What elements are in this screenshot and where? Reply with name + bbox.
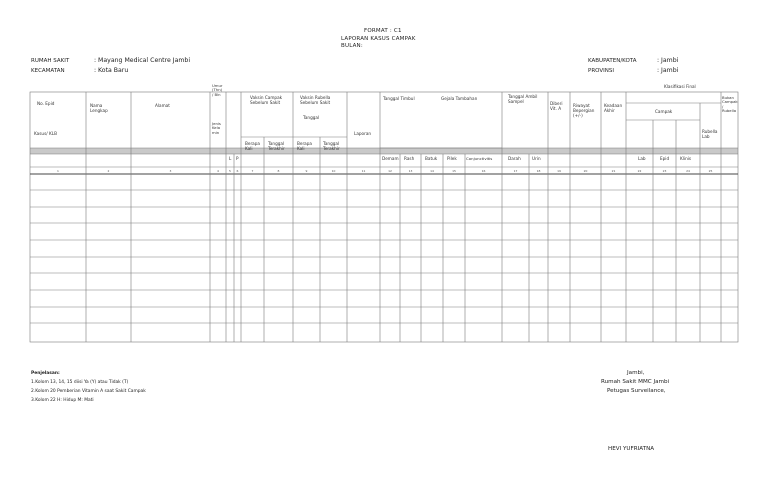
col-tanggal-group: Tanggal	[303, 115, 320, 120]
col-number-5: 5	[229, 169, 231, 173]
notes-title: Penjelasan:	[31, 371, 60, 376]
col-number-2: 2	[107, 169, 110, 173]
col-diberi-vit-a: Diberi Vit. A	[550, 101, 563, 111]
col-epid: Epid	[660, 156, 670, 161]
col-number-4: 4	[217, 169, 219, 173]
col-number-16: 16	[481, 169, 486, 173]
col-tanggal-terakhir-1: Tanggal Terakhir	[268, 141, 285, 151]
col-number-13: 13	[408, 169, 413, 173]
hospital-value: : Mayang Medical Centre Jambi	[94, 57, 191, 64]
col-number-12: 12	[388, 169, 392, 173]
col-klasifikasi-final: Klasifikasi Final	[664, 84, 696, 89]
col-vaksin-campak: Vaksin Campak Sebelum Sakit	[250, 95, 283, 105]
col-number-17: 17	[513, 169, 518, 173]
col-number-1: 1	[57, 169, 59, 173]
col-riwayat-bepergian: Riwayat Bepergian (+/-)	[573, 103, 595, 118]
signature-name: HEVI YUFRIATNA	[608, 446, 655, 452]
col-demam: Demam	[382, 156, 399, 161]
col-number-3: 3	[169, 169, 172, 173]
col-gejala-tambahan: Gejala Tambahan	[441, 96, 478, 101]
col-alamat: Alamat	[155, 103, 170, 108]
col-laporan: Laporan	[354, 131, 372, 136]
report-period: BULAN:	[341, 43, 363, 49]
col-number-22: 22	[637, 169, 642, 173]
notes-line-2: 2.Kolom 20 Pemberian Vitamin A saat Sakit Campak	[31, 389, 146, 394]
col-berapa-kali-2: Berapa Kali	[297, 141, 312, 151]
district-value: : Kota Baru	[94, 67, 129, 74]
notes-line-3: 3.Kolom 22 H: Hidup M: Mati	[31, 398, 94, 403]
col-tanggal-timbul: Tanggal Timbul	[383, 96, 415, 101]
col-pilek: Pilek	[447, 156, 457, 161]
col-darah: Darah	[508, 156, 521, 161]
col-number-15: 15	[452, 169, 456, 173]
col-rash: Rash	[404, 156, 415, 161]
city-value: : Jambi	[657, 57, 679, 64]
col-number-21: 21	[611, 169, 616, 173]
report-title: LAPORAN KASUS CAMPAK	[341, 36, 416, 42]
col-p: P	[236, 156, 239, 161]
col-number-8: 8	[277, 169, 280, 173]
col-urin: Urin	[532, 156, 541, 161]
col-vaksin-rubella: Vaksin Rubella Sebelum Sakit	[300, 95, 331, 105]
signature-place: Jambi,	[627, 370, 645, 376]
hospital-label: RUMAH SAKIT	[31, 58, 70, 64]
province-value: : Jambi	[657, 67, 679, 74]
col-number-11: 11	[361, 169, 366, 173]
col-batuk: Batuk	[425, 156, 438, 161]
col-kasus-klb: Kasus/ KLB	[34, 131, 57, 136]
col-number-10: 10	[331, 169, 336, 173]
col-conjunctivitis: Conjunctivitis	[466, 156, 493, 161]
col-bukan-campak: Bukan Campak / Rubella	[722, 95, 738, 114]
col-number-20: 20	[583, 169, 588, 173]
col-keadaan-akhir: Keadaan Akhir	[604, 103, 623, 113]
city-label: KABUPATEN/KOTA	[588, 58, 637, 64]
col-number-7: 7	[251, 169, 254, 173]
col-tanggal-ambil-sampel: Tanggal Ambil Sampel	[508, 94, 538, 104]
col-number-23: 23	[662, 169, 667, 173]
col-number-19: 19	[557, 169, 561, 173]
col-berapa-kali-1: Berapa Kali	[245, 141, 260, 151]
col-number-9: 9	[305, 169, 308, 173]
col-l: L	[229, 156, 232, 161]
col-number-24: 24	[686, 169, 690, 173]
col-umur: Umur (Thn) / Bln	[212, 83, 223, 97]
signature-role: Petugas Surveilance,	[607, 388, 666, 394]
col-tanggal-terakhir-2: Tanggal Terakhir	[323, 141, 340, 151]
col-number-14: 14	[430, 169, 434, 173]
province-label: PROVINSI	[588, 68, 614, 74]
col-nama: Nama Lengkap	[90, 103, 108, 113]
notes-line-1: 1.Kolom 13, 14, 15 diisi Ya (Y) atau Tidak (T)	[31, 380, 129, 385]
col-campak: Campak	[655, 109, 673, 114]
col-number-6: 6	[236, 169, 239, 173]
district-label: KECAMATAN	[31, 68, 65, 74]
col-rubella-lab: Rubella Lab	[702, 129, 718, 139]
format-code: FORMAT : C1	[364, 28, 402, 34]
col-jenis-kelamin: Jenis Kela min	[212, 121, 221, 135]
col-klinis: Klinis	[680, 156, 692, 161]
col-number-25: 25	[708, 169, 713, 173]
signature-org: Rumah Sakit MMC Jambi	[601, 379, 670, 385]
col-number-18: 18	[536, 169, 541, 173]
col-lab: Lab	[638, 156, 646, 161]
col-no-epid: No. Epid	[37, 101, 55, 106]
